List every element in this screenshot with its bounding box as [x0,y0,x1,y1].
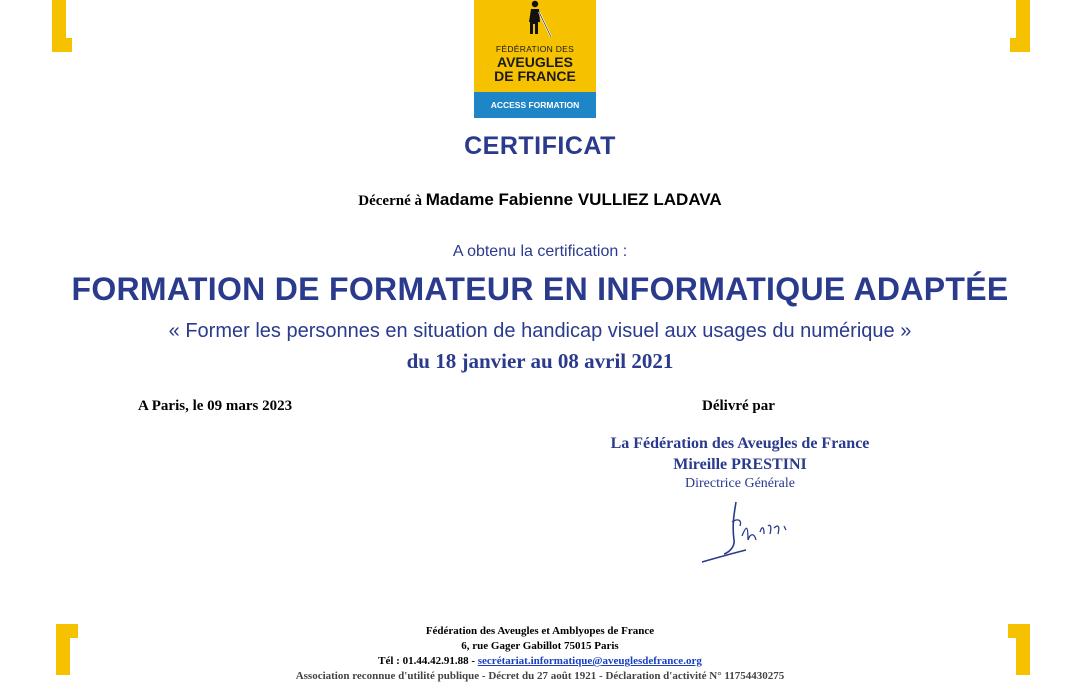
delivered-by-label: Délivré par [702,398,775,414]
federation-logo [474,0,596,118]
logo-text-line-aveugles: AVEUGLES [497,54,573,70]
logo-text-federation: FÉDÉRATION DES [495,44,575,54]
logo-yellow-panel [474,0,596,92]
place-and-date: A Paris, le 09 mars 2023 [138,398,293,414]
blind-person-with-cane-icon [518,0,558,40]
course-subtitle: « Former les personnes en situation de handicap visuel aux usages du numérique » [168,320,912,342]
footer-address: 6, rue Gager Gabillot 75015 Paris [461,640,619,652]
obtained-text: A obtenu la certification : [452,243,628,260]
footer-email-link[interactable]: secrétariat.informatique@aveuglesdefrance.org [477,655,702,667]
course-title: FORMATION DE FORMATEUR EN INFORMATIQUE ADAPTÉE [71,271,1009,307]
signatory-name: Mireille PRESTINI [673,456,807,473]
awarded-prefix: Décerné à [358,193,422,209]
course-dates: du 18 janvier au 08 avril 2021 [406,349,674,373]
signatory-role: Directrice Générale [685,476,795,491]
issuing-organization: La Fédération des Aveugles de France [610,435,870,452]
corner-bracket-top-right-arm [1010,38,1030,52]
logo-banner: ACCESS FORMATION [474,92,596,118]
awarded-line [0,190,1080,210]
footer-phone: Tél : 01.44.42.91.88 - [378,655,476,667]
footer-org-name: Fédération des Aveugles et Amblyopes de France [425,625,655,637]
footer-legal: Association reconnue d'utilité publique - Décret du 27 août 1921 - Déclaration d'activité N° 11754430275 [295,670,785,682]
handwritten-signature [696,496,816,568]
logo-text-line-de-france: DE FRANCE [494,68,576,84]
corner-bracket-top-left-arm [52,38,72,52]
recipient-name: Madame Fabienne VULLIEZ LADAVA [425,190,722,209]
logo-text-aveugles [474,55,596,83]
certificate-title: CERTIFICAT [464,132,616,160]
footer-contact [0,655,1080,667]
